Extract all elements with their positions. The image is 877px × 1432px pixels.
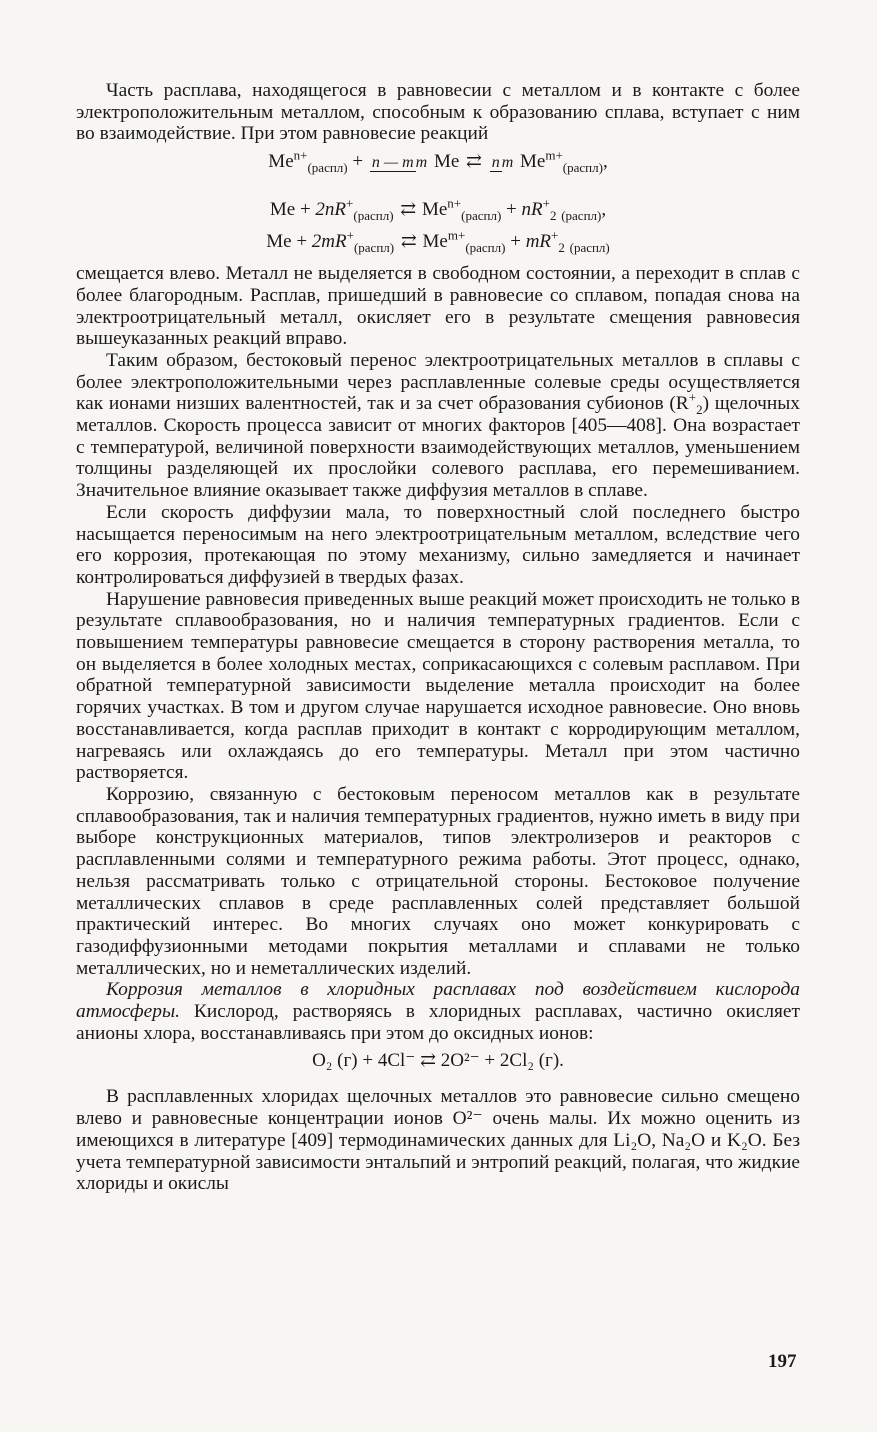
- paragraph-diffusion: Если скорость диффузии мала, то поверхностный слой последнего быстро насыщается переносимым на него электроотрицательным металлом, вследствие чего его коррозия, протекающая по этому механизму, сильно замедляется и начинает контролироваться диффузией в твердых фазах.: [76, 501, 800, 588]
- paragraph-temperature-gradients: Нарушение равновесия приведенных выше реакций может происходить не только в результате сплавообразования, но и наличия температурных градиентов. Если с повышением температуры равновесие смещается в сторону растворения металла, то он выделяется в более холодных местах, соприкасающихся с солевым расплавом. При обратной температурной зависимости выделение металла происходит на более горячих участках. В том и другом случае нарушается исходное равновесие. Оно вновь восстанавливается, когда расплав приходит в контакт с корродирующим металлом, нагреваясь или охлаждаясь до его температуры. Металл при этом частично растворяется.: [76, 588, 800, 784]
- page-number: 197: [768, 1351, 797, 1372]
- paragraph-currentless-transfer: Таким образом, бестоковый перенос электроотрицательных металлов в сплавы с более электроположительными через расплавленные солевые среды осуществляется как ионами низших валентностей, так и за счет образования субионов $(R^+_2)$ щелочных металлов. Скорость процесса зависит от многих факторов [405—408]. Она возрастает с температурой, величиной поверхности взаимодействующих металлов, уменьшением толщины разделяющей их прослойки солевого расплава, его перемешиванием. Значительное влияние оказывает также диффузия металлов в сплаве.: [76, 349, 800, 502]
- fraction-n-over-m: n m: [491, 153, 514, 171]
- paragraph-alkali-chlorides: В расплавленных хлоридах щелочных металлов это равновесие сильно смещено влево и равновесные концентрации ионов O²⁻ очень малы. Их можно оценить из имеющихся в литературе [409] термодинамических данных для Li₂O, Na₂O и K₂O. Без учета температурной зависимости энтальпий и энтропий реакций, полагая, что жидкие хлориды и окислы: [76, 1086, 800, 1195]
- paragraph-alloy-contact: Часть расплава, находящегося в равновесии с металлом и в контакте с более электроположительным металлом, способным к образованию сплава, вступает с ним во взаимодействие. При этом равновесие реакций: [76, 80, 800, 145]
- formula-reaction-1: $Me^{n+}_{(распл)} + n$ — m m Me ⇄ n m $Me^{m+}_{(распл)}$,: [268, 147, 608, 175]
- paragraph-corrosion-considerations: Коррозию, связанную с бестоковым переносом металлов как в результате сплавообразования, так и наличия температурных градиентов, нужно иметь в виду при выборе конструкционных материалов, типов электролизеров и реакторов с расплавленными солями и температурного режима работы. Этот процесс, однако, нельзя рассматривать только с отрицательной стороны. Бестоковое получение металлических сплавов в среде расплавленных солей представляет большой практический интерес. Во многих случаях оно может конкурировать с газодиффузионными методами покрытия металлами и сплавами не только металлических, но и неметаллических изделий.: [76, 783, 800, 979]
- fraction-n-minus-m-over-m: n — m m: [371, 153, 428, 171]
- formula-reaction-3: $Me + 2mR^+_{(распл)}$ ⇄ $Me^{m+}_{(распл)} + mR^+_2$ $_{(распл)}$: [266, 227, 610, 255]
- paragraph-shift-left: смещается влево. Металл не выделяется в свободном состоянии, а переходит в сплав с более благородным. Расплав, пришедший в равновесие со сплавом, попадая снова на электроотрицательный металл, окисляет его в результате смещения равновесия вышеуказанных реакций вправо.: [76, 263, 800, 350]
- paragraph-oxygen-corrosion: Коррозия металлов в хлоридных расплавах под воздействием кислорода атмосферы. Кислород, растворяясь в хлоридных расплавах, частично окисляет анионы хлора, восстанавливаясь при этом до оксидных ионов:: [76, 979, 800, 1044]
- section-heading-italic: Коррозия металлов в хлоридных расплавах под воздействием кислорода атмосферы.: [76, 979, 800, 1023]
- formula-reaction-2: $Me + 2nR^+_{(распл)}$ ⇄ $Me^{n+}_{(распл)} + nR^+_2$ $_{(распл)}$,: [269, 195, 607, 223]
- formula-oxygen-chloride: O₂ (г) + 4Cl⁻ ⇄ 2O²⁻ + 2Cl₂ (г).: [312, 1050, 564, 1072]
- page-body: [76, 80, 800, 1195]
